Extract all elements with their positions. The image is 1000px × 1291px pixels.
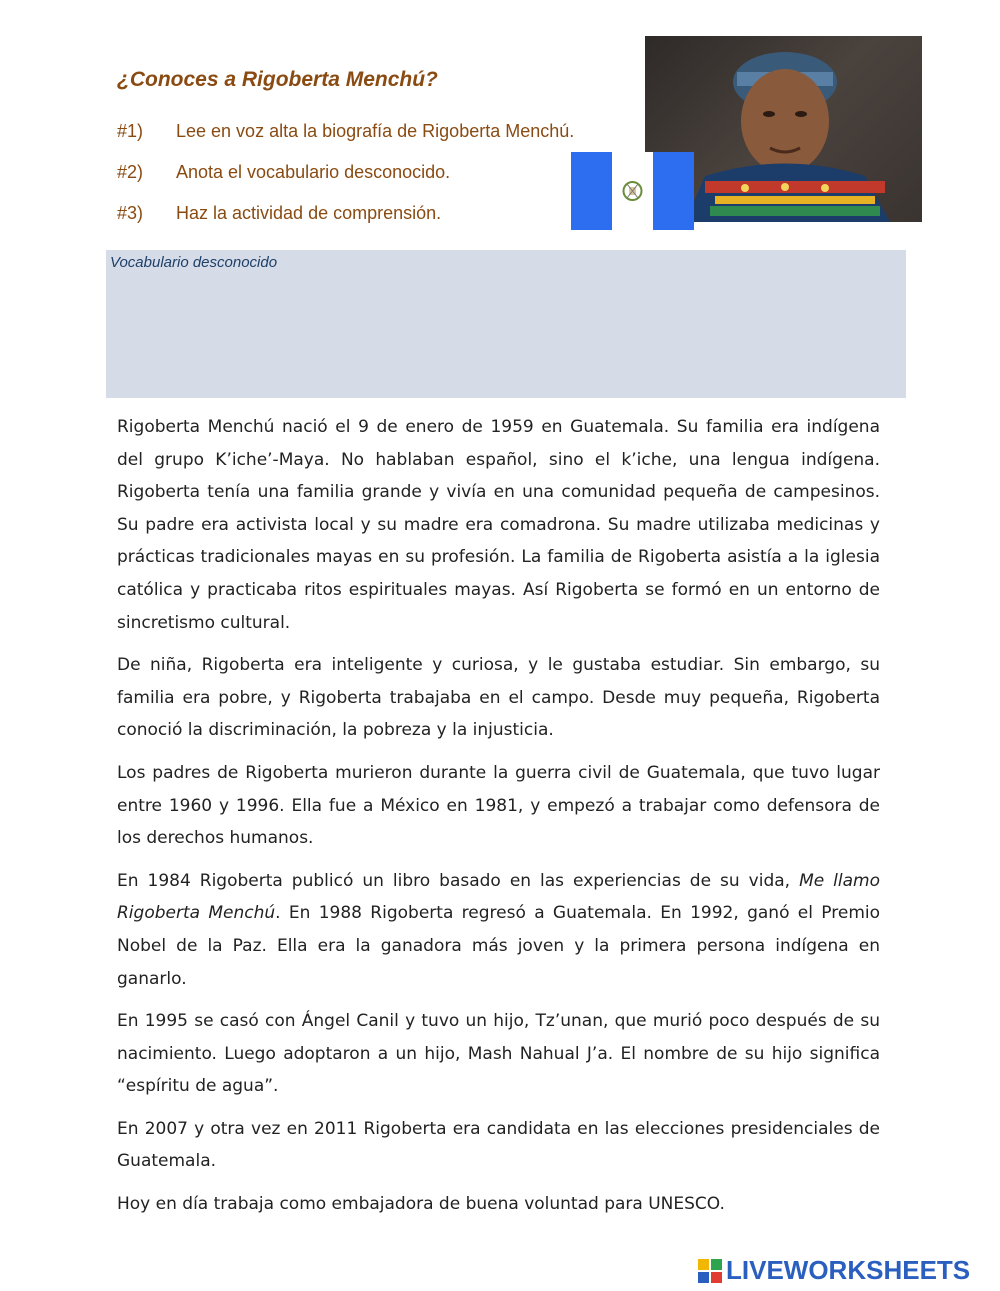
page-title: ¿Conoces a Rigoberta Menchú? bbox=[117, 68, 438, 91]
step-number: #1) bbox=[117, 121, 144, 141]
instruction-step-1 bbox=[117, 121, 574, 142]
flag-stripe bbox=[571, 152, 612, 230]
logo-blocks-icon bbox=[698, 1259, 722, 1283]
logo-block bbox=[711, 1272, 722, 1283]
brand-name: LIVEWORKSHEETS bbox=[726, 1255, 971, 1285]
bio-paragraph: En 1995 se casó con Ángel Canil y tuvo un hijo, Tz’unan, que murió poco después de su nacimiento. Luego adoptaron a un hijo, Mash Nahual J’a. El nombre de su hijo significa “espíritu de agua”. bbox=[117, 1011, 880, 1097]
book-title: Me llamo Rigoberta Menchú bbox=[117, 870, 881, 924]
flag-stripe bbox=[653, 152, 694, 230]
bio-paragraph: En 2007 y otra vez en 2011 Rigoberta era candidata en las elecciones presidenciales de Guatemala. bbox=[117, 1118, 880, 1172]
instruction-step-3 bbox=[117, 203, 441, 224]
bio-paragraph: Rigoberta Menchú nació el 9 de enero de 1959 en Guatemala. Su familia era indígena del grupo K’iche’-Maya. No hablaban español, sino el k’iche, una lengua indígena. Rigoberta tenía una familia grande y vivía en una comunidad pequeña de campesinos. Su padre era activista local y su madre era comadrona. Su madre utilizaba medicinas y prácticas tradicionales mayas en su profesión. La familia de Rigoberta asistía a la iglesia católica y practicaba ritos espirituales mayas. Así Rigoberta se formó en un entorno de sincretismo cultural. bbox=[117, 417, 880, 633]
flag-stripe bbox=[612, 152, 653, 230]
bio-paragraph: Los padres de Rigoberta murieron durante la guerra civil de Guatemala, que tuvo lugar entre 1960 y 1996. Ella fue a México en 1981, y empezó a trabajar como defensora de los derechos humanos. bbox=[117, 762, 880, 849]
step-number: #3) bbox=[117, 203, 144, 223]
logo-block bbox=[698, 1259, 709, 1270]
vocabulary-input-area[interactable] bbox=[106, 250, 906, 398]
bio-paragraph: De niña, Rigoberta era inteligente y curiosa, y le gustaba estudiar. Sin embargo, su familia era pobre, y Rigoberta trabajaba en el campo. Desde muy pequeña, Rigoberta conoció la discriminación, la pobreza y la injusticia. bbox=[117, 655, 880, 741]
biography-text bbox=[117, 411, 880, 1231]
bio-text: En 1984 Rigoberta publicó un libro basado en las experiencias de su vida, bbox=[117, 870, 800, 891]
logo-block bbox=[698, 1272, 709, 1283]
instruction-step-2 bbox=[117, 162, 450, 183]
step-text: Anota el vocabulario desconocido. bbox=[176, 162, 451, 182]
bio-text: . En 1988 Rigoberta regresó a Guatemala. En 1992, ganó el Premio Nobel de la Paz. Ella era la ganadora más joven y la primera persona indígena en ganarlo. bbox=[117, 903, 881, 989]
liveworksheets-logo[interactable] bbox=[698, 1255, 970, 1286]
step-text: Lee en voz alta la biografía de Rigoberta Menchú. bbox=[176, 121, 575, 141]
bio-paragraph: Hoy en día trabaja como embajadora de buena voluntad para UNESCO. bbox=[117, 1194, 725, 1215]
bio-paragraph bbox=[117, 865, 880, 995]
step-number: #2) bbox=[117, 162, 144, 182]
coat-of-arms-icon bbox=[612, 152, 653, 230]
logo-block bbox=[711, 1259, 722, 1270]
vocabulary-label: Vocabulario desconocido bbox=[110, 254, 278, 271]
step-text: Haz la actividad de comprensión. bbox=[176, 203, 442, 223]
guatemala-flag-icon bbox=[571, 152, 694, 230]
